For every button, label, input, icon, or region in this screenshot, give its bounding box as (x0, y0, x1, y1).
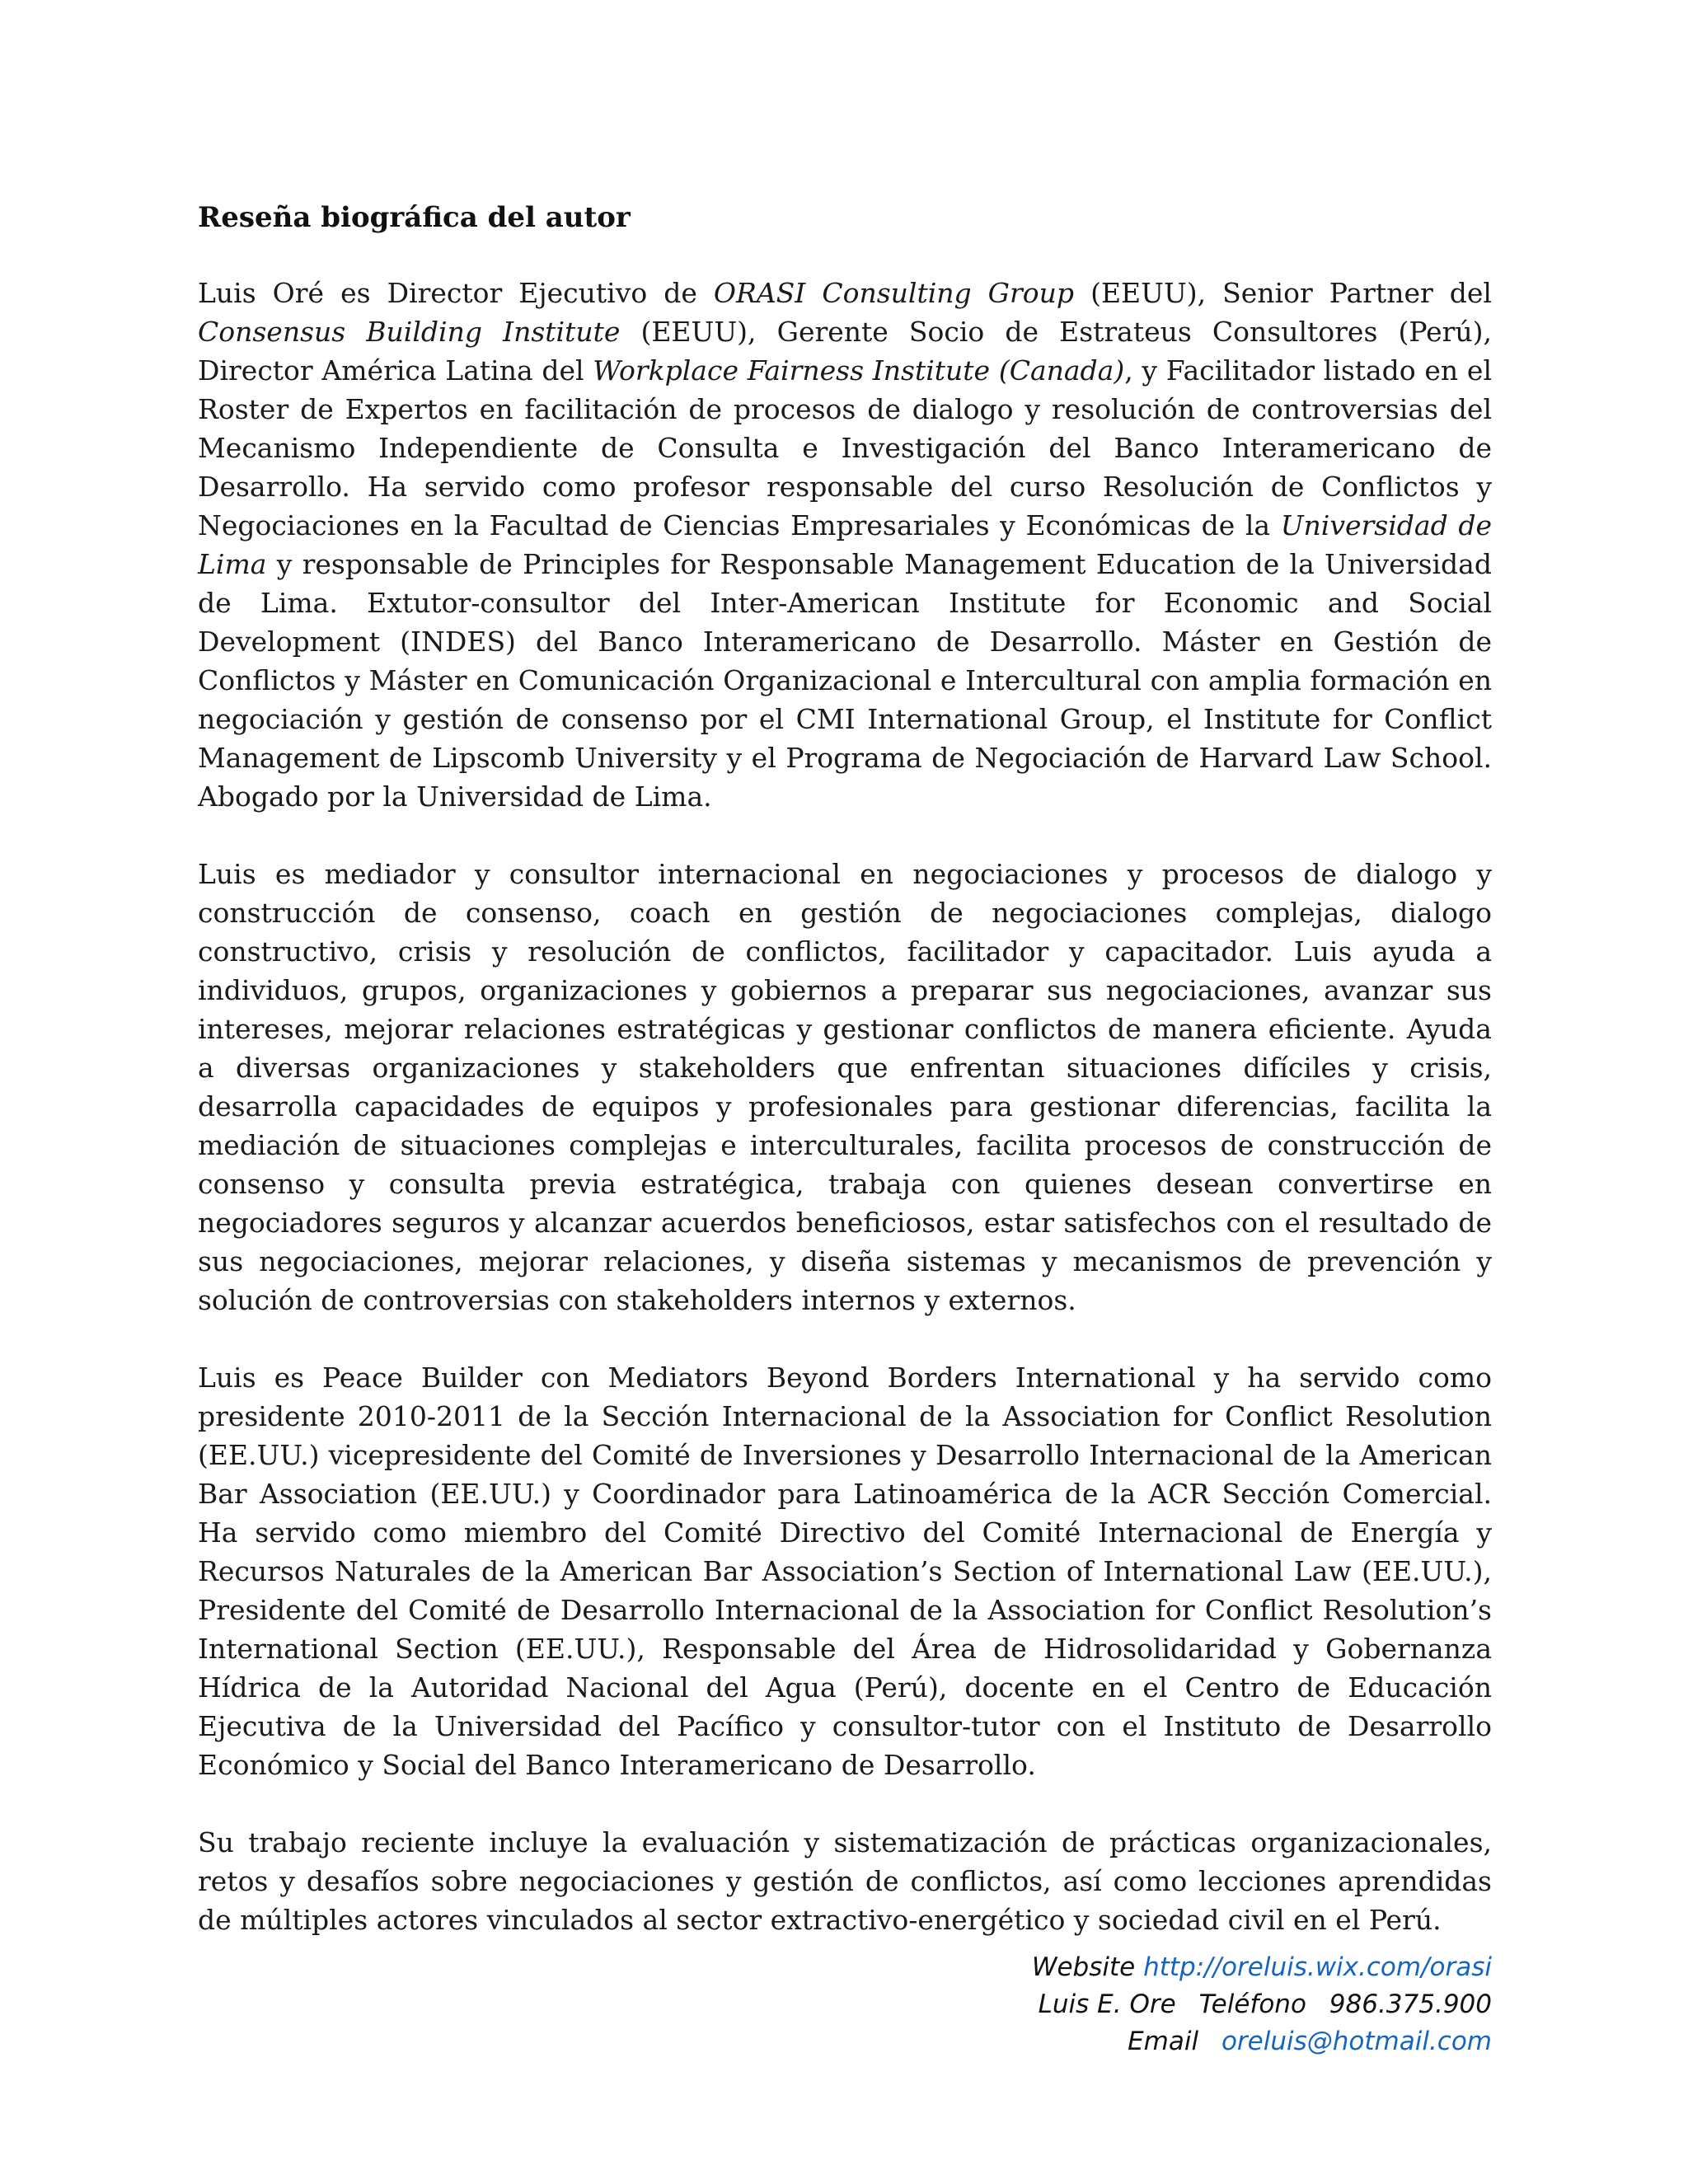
email-label: Email (1128, 2027, 1199, 2056)
body-text: (EEUU), Senior Partner del (1074, 277, 1492, 309)
italic-text: Workplace Fairness Institute (Canada) (593, 354, 1125, 387)
italic-text: Universidad de Lima (198, 509, 1492, 580)
email-link[interactable]: oreluis@hotmail.com (1221, 2027, 1492, 2056)
body-text: y responsable de Principles for Responsable Management Education de la Universidad de Lima. Extutor-consultor del Inter-American Institute for Economic and Social Development (INDES) del Banco Interamericano de Desarrollo. Máster en Gestión de Conflictos y Máster en Comunicación Organizacional e Intercultural con amplia formación en negociación y gestión de consenso por el CMI International Group, el Institute for Conflict Management de Lipscomb University y el Programa de Negociación de Harvard Law School. Abogado por la Universidad de Lima. (198, 548, 1492, 813)
contact-block (198, 1949, 1492, 2060)
email-line (198, 2023, 1492, 2060)
phone-number: 986.375.900 (1329, 1990, 1492, 2019)
phone-line (198, 1986, 1492, 2023)
phone-label: Teléfono (1198, 1990, 1306, 2019)
paragraph-3 (198, 1358, 1492, 1784)
document-page (198, 198, 1492, 2060)
document-title: Reseña biográfica del autor (198, 201, 631, 234)
author-name: Luis E. Ore (1038, 1990, 1176, 2019)
website-link[interactable]: http://oreluis.wix.com/orasi (1143, 1952, 1492, 1982)
italic-text: ORASI Consulting Group (713, 277, 1075, 309)
body-text: Luis es mediador y consultor internacional en negociaciones y procesos de dialogo y construcción de consenso, coach en gestión de negociaciones complejas, dialogo constructivo, crisis y resolución de conflictos, facilitador y capacitador. Luis ayuda a individuos, grupos, organizaciones y gobiernos a preparar sus negociaciones, avanzar sus intereses, mejorar relaciones estratégicas y gestionar conflictos de manera eficiente. Ayuda a diversas organizaciones y stakeholders que enfrentan situaciones difíciles y crisis, desarrolla capacidades de equipos y profesionales para gestionar diferencias, facilita la mediación de situaciones complejas e interculturales, facilita procesos de construcción de consenso y consulta previa estratégica, trabaja con quienes desean convertirse en negociadores seguros y alcanzar acuerdos beneficiosos, estar satisfechos con el resultado de sus negociaciones, mejorar relaciones, y diseña sistemas y mecanismos de prevención y solución de controversias con stakeholders internos y externos. (198, 858, 1492, 1316)
body-text: Luis Oré es Director Ejecutivo de (198, 277, 714, 309)
website-line (198, 1949, 1492, 1986)
body-text: Su trabajo reciente incluye la evaluación y sistematización de prácticas organizacionales, retos y desafíos sobre negociaciones y gestión de conflictos, así como lecciones aprendidas de múltiples actores vinculados al sector extractivo-energético y sociedad civil en el Perú. (198, 1826, 1492, 1936)
paragraph-4 (198, 1823, 1492, 1939)
body-text: Luis es Peace Builder con Mediators Beyond Borders International y ha servido como presidente 2010-2011 de la Sección Internacional de la Association for Conflict Resolution (EE.UU.) vicepresidente del Comité de Inversiones y Desarrollo Internacional de la American Bar Association (EE.UU.) y Coordinador para Latinoamérica de la ACR Sección Comercial. Ha servido como miembro del Comité Directivo del Comité Internacional de Energía y Recursos Naturales de la American Bar Association’s Section of International Law (EE.UU.), Presidente del Comité de Desarrollo Internacional de la Association for Conflict Resolution’s International Section (EE.UU.), Responsable del Área de Hidrosolidaridad y Gobernanza Hídrica de la Autoridad Nacional del Agua (Perú), docente en el Centro de Educación Ejecutiva de la Universidad del Pacífico y consultor-tutor con el Instituto de Desarrollo Económico y Social del Banco Interamericano de Desarrollo. (198, 1361, 1492, 1781)
body-text: , y Facilitador listado en el Roster de Expertos en facilitación de procesos de dialogo y resolución de controversias del Mecanismo Independiente de Consulta e Investigación del Banco Interamericano de Desarrollo. Ha servido como profesor responsable del curso Resolución de Conflictos y Negociaciones en la Facultad de Ciencias Empresariales y Económicas de la (198, 354, 1492, 541)
paragraph-2 (198, 855, 1492, 1319)
paragraph-1 (198, 274, 1492, 816)
website-label: Website (1031, 1952, 1136, 1982)
body-text: (EEUU), Gerente Socio de Estrateus Consultores (Perú), Director América Latina del (198, 316, 1492, 387)
italic-text: Consensus Building Institute (198, 316, 621, 348)
